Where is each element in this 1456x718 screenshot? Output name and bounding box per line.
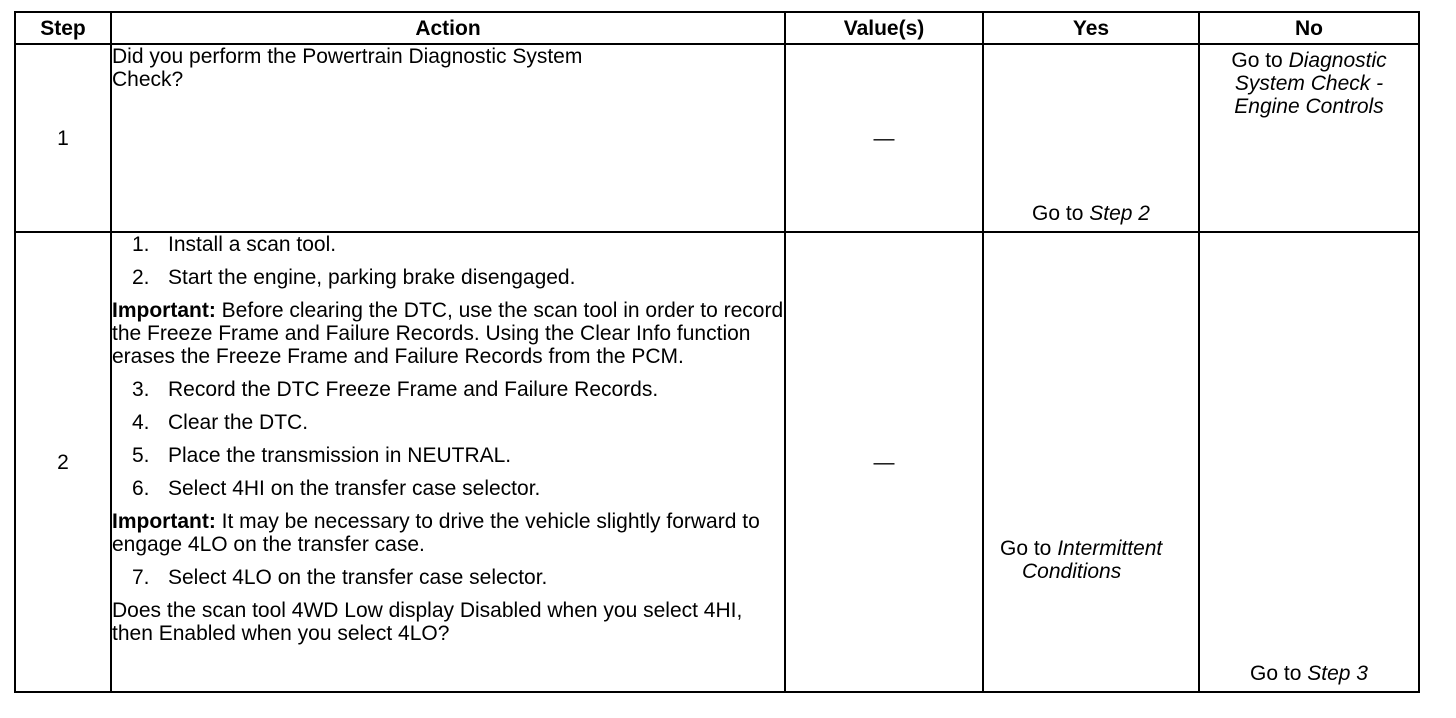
no-goto-link[interactable]: Step 3 [1307,662,1368,685]
list-item [132,444,784,467]
yes-goto-prefix: Go to [1000,537,1052,560]
important-text: It may be necessary to drive the vehicle slightly forward to engage 4LO on the transfer case. [112,510,760,556]
action-step-list [112,233,784,289]
no-cell [1199,44,1419,232]
value-dash: — [873,450,895,474]
list-item-number: 4. [132,411,150,434]
no-goto-prefix: Go to [1250,662,1302,685]
list-item-number: 1. [132,233,150,256]
action-step-list [112,566,784,589]
list-item [132,378,784,401]
list-item [132,477,784,500]
yes-goto-link[interactable]: Step 2 [1089,202,1150,225]
important-note [112,510,784,556]
header-action: Action [111,12,785,44]
important-text: Before clearing the DTC, use the scan tool in order to record the Freeze Frame and Failure Records. Using the Clear Info function erases the Freeze Frame and Failure Records from the PCM. [112,299,784,368]
action-step-list [112,378,784,500]
yes-cell [983,44,1199,232]
yes-goto-prefix: Go to [1032,202,1084,225]
action-question: Did you perform the Powertrain Diagnostic System Check? [112,45,583,91]
list-item-text: Select 4LO on the transfer case selector. [168,566,548,589]
list-item-text: Select 4HI on the transfer case selector. [168,477,541,500]
step-number: 2 [15,232,111,692]
step-number: 1 [15,44,111,232]
yes-goto[interactable] [984,202,1198,225]
value-dash: — [873,126,895,150]
important-label: Important: [112,510,216,533]
list-item-number: 2. [132,266,150,289]
action-question: Does the scan tool 4WD Low display Disabled when you select 4HI, then Enabled when you select 4LO? [112,599,743,645]
no-goto-prefix: Go to [1231,49,1283,72]
value-cell [785,232,983,692]
list-item-text: Start the engine, parking brake disengaged. [168,266,576,289]
list-item [132,566,784,589]
header-yes: Yes [983,12,1199,44]
table-row [15,232,1419,692]
value-cell [785,44,983,232]
no-goto-link[interactable]: Diagnostic System Check - Engine Controls [1234,49,1387,118]
table-row [15,44,1419,232]
list-item-text: Record the DTC Freeze Frame and Failure Records. [168,378,659,401]
list-item-number: 6. [132,477,150,500]
yes-cell [983,232,1199,692]
header-row [15,12,1419,44]
no-goto[interactable] [1200,662,1418,685]
header-values: Value(s) [785,12,983,44]
yes-goto-link-continued[interactable]: Conditions [1022,560,1122,583]
list-item [132,411,784,434]
important-note [112,299,784,368]
list-item-number: 3. [132,378,150,401]
header-step: Step [15,12,111,44]
list-item-number: 5. [132,444,150,467]
list-item-text: Clear the DTC. [168,411,309,434]
list-item [132,233,784,256]
important-label: Important: [112,299,216,322]
list-item-number: 7. [132,566,150,589]
action-cell [111,44,785,232]
header-no: No [1199,12,1419,44]
yes-goto-link[interactable]: Intermittent [1057,537,1163,560]
diagnostic-table [14,11,1420,693]
no-cell [1199,232,1419,692]
list-item-text: Install a scan tool. [168,233,337,256]
list-item [132,266,784,289]
list-item-text: Place the transmission in NEUTRAL. [168,444,512,467]
no-goto[interactable] [1200,49,1418,118]
yes-goto[interactable] [1000,537,1198,583]
action-cell [111,232,785,692]
